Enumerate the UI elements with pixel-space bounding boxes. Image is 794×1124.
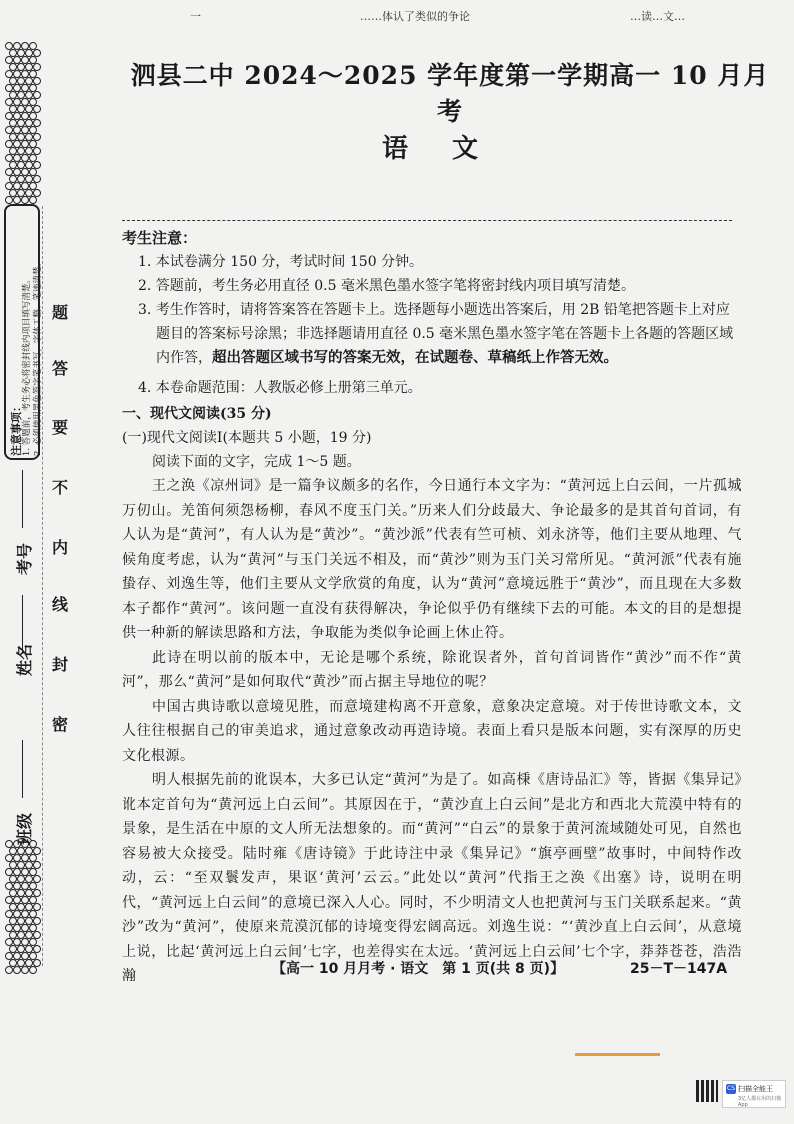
binding-notice-box — [4, 204, 43, 460]
binding-notice-line2: 2. 必须使用黑色签字笔书写，字体工整、笔迹清楚。 — [33, 258, 43, 456]
header-divider — [122, 220, 732, 221]
subject-title — [120, 128, 740, 165]
passage-paragraph-2: 此诗在明以前的版本中，无论是哪个系统，除讹误者外，首句首词皆作“黄沙”而不作“黄河”，那么“黄河”是如何取代“黄沙”而占据主导地位的呢？ — [122, 649, 742, 690]
top-clipped-strip — [190, 8, 790, 22]
notice-item-3 — [122, 298, 742, 370]
binding-holes-top — [5, 42, 45, 202]
exam-title: 泗县二中 2024～2025 学年度第一学期高一 10 月月考 — [130, 61, 770, 126]
candidate-notice — [122, 226, 742, 400]
name-label: 姓名 — [15, 643, 34, 676]
seal-word-2: 封 — [52, 655, 69, 674]
scanner-badge — [722, 1080, 786, 1108]
seal-word-3: 线 — [52, 595, 69, 614]
subject-char-2: 文 — [452, 134, 479, 164]
binding-hole-icon — [5, 196, 13, 204]
binding-hole-icon — [21, 966, 29, 974]
footer-page-info: 【高一 10 月月考 · 语文 第 1 页(共 8 页)】 — [272, 961, 565, 977]
section-subtitle: (一)现代文阅读Ⅰ(本题共 5 小题，19 分) — [122, 430, 372, 446]
notice-head: 考生注意： — [122, 229, 198, 247]
binding-hole-icon — [21, 196, 29, 204]
top-strip-mid: ……体认了类似的争论 — [360, 10, 470, 23]
notice-item-2: 2. 答题前，考生务必用直径 0.5 毫米黑色墨水签字笔将密封线内项目填写清楚。 — [138, 278, 635, 294]
exam-no-label: 考号 — [15, 542, 34, 575]
class-field-line[interactable] — [22, 740, 23, 798]
binding-hole-icon — [13, 196, 21, 204]
binding-margin — [0, 0, 118, 1000]
camscanner-logo-icon: CS — [727, 1085, 735, 1092]
binding-holes-bottom — [5, 840, 45, 980]
section-block — [122, 402, 742, 1023]
orange-scan-mark — [575, 1053, 660, 1056]
passage-paragraph-3: 中国古典诗歌以意境见胜，而意境建构离不开意象，意象决定意境。对于传世诗歌文本，文人往往根据自己的审美追求，通过意象改动再造诗境。表面上看只是版本问题，实有深厚的历史文化根源。 — [122, 698, 742, 764]
binding-hole-icon — [5, 966, 13, 974]
scanner-badge-subtitle: 3亿人都在用的扫描App — [738, 1096, 782, 1108]
seal-word-1: 密 — [52, 715, 69, 734]
seal-word-7: 答 — [52, 359, 69, 378]
subject-char-1: 语 — [381, 134, 408, 164]
seal-word-5: 不 — [52, 478, 69, 497]
binding-hole-icon — [29, 966, 37, 974]
name-field-line[interactable] — [22, 595, 23, 653]
top-strip-left: 一 — [190, 10, 201, 23]
qr-code-icon — [696, 1080, 718, 1102]
notice-item-3b: 超出答题区域书写的答案无效，在试题卷、草稿纸上作答无效。 — [212, 350, 618, 366]
binding-hole-icon — [29, 196, 37, 204]
exam-no-field-line[interactable] — [22, 470, 23, 528]
top-strip-right: …读…文… — [630, 10, 685, 23]
scanner-badge-title: 扫描全能王 — [738, 1085, 773, 1093]
notice-item-3a: 3. 考生作答时，请将答案答在答题卡上。选择题每小题选出答案后，用 2B 铅笔把答题卡上对应题目的答案标号涂黑；非选择题请用直径 0.5 毫米黑色墨水签字笔在答题卡上各题的答题区域内作答， — [138, 302, 734, 366]
notice-item-4: 4. 本卷命题范围：人教版必修上册第三单元。 — [138, 380, 422, 396]
passage-paragraph-1: 王之涣《凉州词》是一篇争议颇多的名作，今日通行本文字为：“黄河远上白云间，一片孤城万仞山。羌笛何须怨杨柳，春风不度玉门关。”历来人们分歧最大、争论最多的是其首句首词，有人认为是“黄河”，有人认为是“黄沙”。“黄沙派”代表有竺可桢、刘永济等，他们主要从地理、气候角度考虑，认为“黄河”与玉门关远不相及，而“黄沙”则为玉门关习常所见。“黄河派”代表有施蛰存、刘逸生等，他们主要从文学欣赏的角度，认为“黄河”意境远胜于“黄沙”，而且现在大多数本子都作“黄河”。该问题一直没有获得解决，争论似乎仍有继续下去的可能。本文的目的是想提供一种新的解读思路和方法，争取能为类似争论画上休止符。 — [122, 478, 742, 641]
section-instruction: 阅读下面的文字，完成 1～5 题。 — [152, 454, 361, 470]
class-label: 班级 — [15, 812, 34, 845]
notice-item-1: 1. 本试卷满分 150 分，考试时间 150 分钟。 — [138, 254, 424, 270]
binding-hole-icon — [13, 966, 21, 974]
binding-notice-title: 注意事项： — [10, 401, 23, 456]
seal-word-8: 题 — [52, 303, 69, 322]
seal-word-4: 内 — [52, 538, 69, 557]
passage-paragraph-4: 明人根据先前的讹误本，大多已认定“黄河”为是了。如高棅《唐诗品汇》等，皆据《集异记》讹本定首句为“黄河远上白云间”。其原因在于，“黄沙直上白云间”是北方和西北大荒漠中特有的景象，是生活在中原的文人所无法想象的。而“黄河”“白云”的景象于黄河流域随处可见，自然也容易被大众接受。陆时雍《唐诗镜》于此诗注中录《集异记》“旗亭画壁”故事时，中间特作改动，云：“至双鬟发声，果讴‘黄河’云云。”此处以“黄河”代指王之涣《出塞》诗，说明在明代，“黄河远上白云间”的意境已深入人心。同时，不少明清文人也把黄河与玉门关联系起来。“黄沙”改为“黄河”，使原来荒漠沉郁的诗境变得宏阔高远。刘逸生说：“‘黄沙直上白云间’，从意境上说，比起‘黄河远上白云间’七字，也差得实在太远。‘黄河远上白云间’七个字，莽莽苍苍，浩浩瀚 — [122, 772, 742, 984]
section-title: 一、现代文阅读(35 分) — [122, 406, 272, 422]
seal-word-6: 要 — [52, 418, 69, 437]
seal-dashed-line — [42, 206, 43, 966]
binding-notice-line1: 1. 答题前，考生务必将密封线内项目填写清楚。 — [22, 275, 32, 456]
footer-paper-code: 25－T－147A — [630, 961, 728, 977]
